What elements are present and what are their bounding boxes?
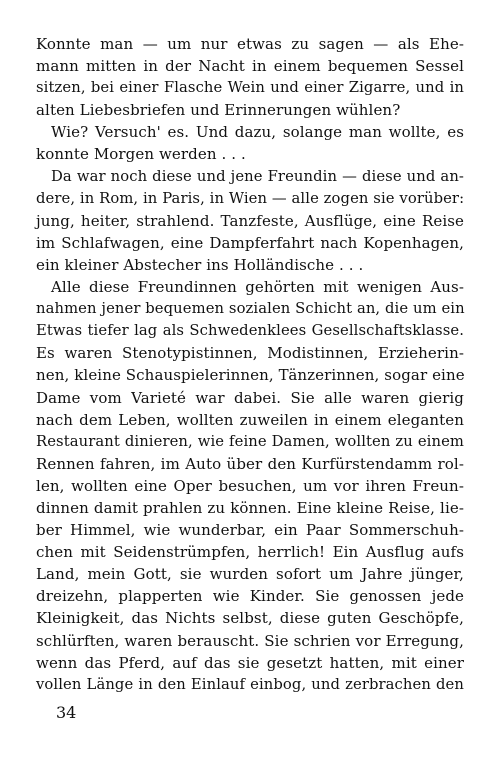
text-line: im Schlafwagen, eine Dampferfahrt nach Kopenhagen,: [36, 233, 464, 252]
text-line: Wie? Versuch' es. Und dazu, solange man wollte, es: [51, 123, 464, 142]
text-line: alten Liebesbriefen und Erinnerungen wühlen?: [36, 101, 401, 120]
text-line: len, wollten eine Oper besuchen, um vor ihren Freun-: [36, 476, 464, 495]
text-line: Rennen fahren, im Auto über den Kurfürstendamm rol-: [36, 454, 464, 473]
text-line: konnte Morgen werden . . .: [36, 145, 246, 164]
text-line: nahmen jener bequemen sozialen Schicht an, die um ein: [36, 300, 465, 318]
text-line: Etwas tiefer lag als Schwedenklees Gesellschaftsklasse.: [36, 322, 464, 340]
text-line: dreizehn, plapperten wie Kinder. Sie genossen jede: [36, 587, 464, 606]
paragraph: [36, 33, 464, 121]
text-line: Kleinigkeit, das Nichts selbst, diese guten Geschöpfe,: [36, 609, 464, 628]
text-line: Restaurant dinieren, wie feine Damen, wollten zu einem: [36, 432, 464, 450]
text-line: Es waren Stenotypistinnen, Modistinnen, Erzieherin-: [36, 344, 464, 363]
text-line: wenn das Pferd, auf das sie gesetzt hatten, mit einer: [36, 653, 464, 672]
text-line: Da war noch diese und jene Freundin — diese und an-: [51, 167, 464, 185]
text-line: nach dem Leben, wollten zuweilen in einem eleganten: [36, 410, 464, 429]
text-line: ein kleiner Abstecher ins Holländische . . .: [36, 255, 364, 274]
text-line: dinnen damit prahlen zu können. Eine kleine Reise, lie-: [36, 498, 464, 517]
text-line: vollen Länge in den Einlauf einbog, und zerbrachen den: [36, 675, 464, 693]
text-line: jung, heiter, strahlend. Tanzfeste, Ausflüge, eine Reise: [36, 211, 464, 230]
body-text: [36, 33, 464, 696]
text-line: mann mitten in der Nacht in einem bequemen Sessel: [36, 57, 464, 76]
text-line: dere, in Rom, in Paris, in Wien — alle zogen sie vorüber:: [36, 189, 465, 207]
paragraph: [36, 166, 464, 276]
text-line: Dame vom Varieté war dabei. Sie alle waren gierig: [36, 388, 464, 407]
text-line: Alle diese Freundinnen gehörten mit wenigen Aus-: [51, 278, 464, 297]
page-number: 34: [56, 703, 77, 722]
text-line: schlürften, waren berauscht. Sie schrien vor Erregung,: [36, 631, 464, 650]
text-line: Land, mein Gott, sie wurden sofort um Jahre jünger,: [36, 565, 464, 584]
paragraph: [36, 121, 464, 165]
text-line: Konnte man — um nur etwas zu sagen — als Ehe-: [36, 35, 464, 53]
text-line: sitzen, bei einer Flasche Wein und einer Zigarre, und in: [36, 79, 464, 97]
text-line: chen mit Seidenstrümpfen, herrlich! Ein Ausflug aufs: [36, 543, 464, 562]
text-line: nen, kleine Schauspielerinnen, Tänzerinnen, sogar eine: [36, 366, 465, 385]
paragraph: [36, 276, 464, 696]
text-line: ber Himmel, wie wunderbar, ein Paar Sommerschuh-: [36, 521, 464, 540]
